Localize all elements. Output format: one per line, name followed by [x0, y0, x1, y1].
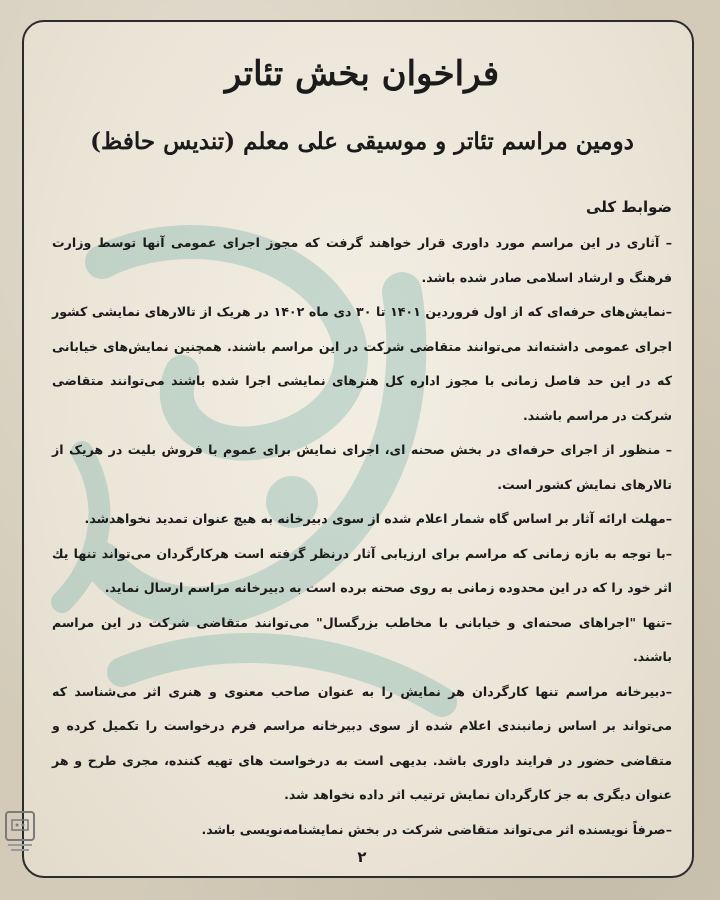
- document-frame: [22, 20, 694, 878]
- rule-paragraph: –با توجه به بازه زمانی که مراسم برای ارزیابی آثار درنظر گرفته است هرکارگردان می‌تواند تنها یك اثر خود را که در این محدوده زمانی به روی صحنه برده است به دبیرخانه مراسم ارسال نماید.: [52, 545, 672, 595]
- section-heading: ضوابط کلی: [586, 198, 672, 216]
- rule-paragraph: –مهلت ارائه آثار بر اساس گاه شمار اعلام شده از سوی دبیرخانه به هیچ عنوان تمدید نخواهدشد.: [84, 511, 672, 526]
- rule-paragraph: – منظور از اجرای حرفه‌ای در بخش صحنه ای، اجرای نمایش برای عموم با فروش بلیت در هریک از تالارهای نمایش کشور است.: [52, 442, 672, 492]
- rule-paragraph: –صرفاً نویسنده اثر می‌تواند متقاضی شرکت در بخش نمایشنامه‌نویسی باشد.: [201, 821, 672, 837]
- document-content: [52, 22, 672, 872]
- rule-paragraph: – آثاری در این مراسم مورد داوری قرار خواهند گرفت که مجوز اجرای عمومی آنها توسط وزارت فرهنگ و ارشاد اسلامی صادر شده باشد.: [52, 235, 672, 285]
- page-title: فراخوان بخش تئاتر: [224, 54, 500, 94]
- theater-logo-icon: [2, 808, 38, 858]
- rule-paragraph: –تنها "اجراهای صحنه‌ای و خیابانی با مخاطب بزرگسال" می‌توانند متقاضی شرکت در این مراسم باشند.: [52, 614, 672, 664]
- page-number: ۲: [357, 848, 367, 866]
- page-subtitle: دومین مراسم تئاتر و موسیقی علی معلم (تندیس حافظ): [90, 128, 634, 155]
- rules-list: [52, 226, 672, 847]
- rule-paragraph: –نمایش‌های حرفه‌ای که از اول فروردین ۱۴۰۱ تا ۳۰ دی ماه ۱۴۰۲ در هریک از تالارهای نمایشی کشور اجرای عمومی داشته‌اند می‌توانند متقاضی شرکت در این مراسم باشند. همچنین نمایش‌های خیابانی که در این حد فاصل زمانی با مجوز اداره کل هنرهای نمایشی اجرا شده باشند می‌توانند متقاضی شرکت در مراسم باشند.: [52, 304, 673, 423]
- rule-paragraph: –دبیرخانه مراسم تنها کارگردان هر نمایش را به عنوان صاحب معنوی و هنری اثر می‌شناسد که می‌تواند بر اساس زمانبندی اعلام شده از سوی دبیرخانه مراسم فرم درخواست را تکمیل کرده و متقاضی حضور در فرایند داوری باشد. بدیهی است به درخواست های تهیه کننده، مجری طرح و هر عنوان دیگری به جز کارگردان نمایش ترتیب اثر داده نخواهد شد.: [52, 683, 672, 802]
